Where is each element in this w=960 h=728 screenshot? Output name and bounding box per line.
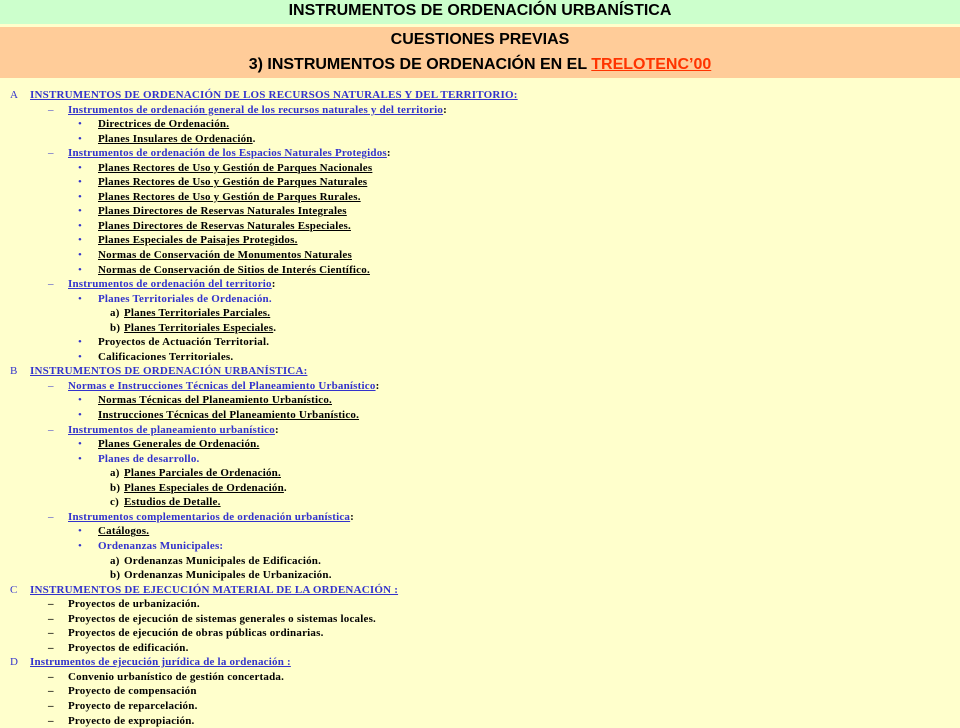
outline-text: Convenio urbanístico de gestión concertada. bbox=[68, 670, 285, 683]
outline-item bbox=[10, 655, 955, 670]
outline-item bbox=[10, 437, 955, 452]
outline-link[interactable]: Normas Técnicas del Planeamiento Urbanístico. bbox=[98, 394, 332, 407]
outline-marker: • bbox=[78, 336, 83, 349]
outline-item bbox=[10, 699, 955, 714]
outline-link[interactable]: Instrumentos de ordenación general de los recursos naturales y del territorio bbox=[68, 103, 444, 116]
trelotenc-link[interactable]: TRELOTENC’00 bbox=[591, 56, 712, 73]
outline-item bbox=[10, 364, 955, 379]
outline-marker: – bbox=[48, 103, 54, 116]
outline-marker: c) bbox=[110, 496, 119, 509]
outline-suffix: : bbox=[375, 379, 380, 392]
outline-item bbox=[10, 626, 955, 641]
outline-item bbox=[10, 670, 955, 685]
outline-marker: a) bbox=[110, 307, 120, 320]
outline-marker: – bbox=[48, 627, 54, 640]
subtitle: CUESTIONES PREVIAS bbox=[0, 27, 960, 52]
outline-link[interactable]: Instrumentos de ejecución jurídica de la ordenación : bbox=[30, 656, 291, 669]
outline-item bbox=[10, 117, 955, 132]
outline-link[interactable]: INSTRUMENTOS DE ORDENACIÓN DE LOS RECURSOS NATURALES Y DEL TERRITORIO: bbox=[30, 89, 518, 101]
outline-marker: – bbox=[48, 147, 54, 160]
outline-text: Proyecto de reparcelación. bbox=[68, 699, 198, 712]
outline-text: Ordenanzas Municipales de Edificación. bbox=[124, 554, 322, 567]
outline-item bbox=[10, 539, 955, 554]
outline-item bbox=[10, 248, 955, 263]
outline-item bbox=[10, 495, 955, 510]
outline-link[interactable]: Estudios de Detalle. bbox=[124, 496, 221, 509]
outline-link[interactable]: Instrumentos de planeamiento urbanístico bbox=[68, 423, 275, 436]
outline-marker: C bbox=[10, 583, 18, 596]
outline-marker: – bbox=[48, 714, 54, 727]
outline-item bbox=[10, 233, 955, 248]
outline-marker: – bbox=[48, 379, 54, 392]
outline-item bbox=[10, 292, 955, 307]
outline-item bbox=[10, 219, 955, 234]
outline-link[interactable]: Planes Rectores de Uso y Gestión de Parques Rurales. bbox=[98, 190, 361, 203]
outline-marker: – bbox=[48, 278, 54, 291]
outline-marker: • bbox=[78, 161, 83, 174]
instruments-outline bbox=[10, 88, 955, 728]
outline-suffix: : bbox=[350, 510, 355, 523]
outline-marker: • bbox=[78, 394, 83, 407]
outline-link[interactable]: Catálogos. bbox=[98, 525, 150, 538]
outline-item bbox=[10, 350, 955, 365]
outline-marker: – bbox=[48, 612, 54, 625]
outline-text: Proyectos de ejecución de obras públicas ordinarias. bbox=[68, 627, 324, 640]
outline-marker: – bbox=[48, 641, 54, 654]
outline-item bbox=[10, 175, 955, 190]
outline-item bbox=[10, 597, 955, 612]
outline-link[interactable]: Planes Directores de Reservas Naturales Especiales. bbox=[98, 219, 351, 232]
outline-item bbox=[10, 554, 955, 569]
outline-marker: b) bbox=[110, 321, 121, 334]
outline-text: Proyectos de Actuación Territorial. bbox=[98, 336, 270, 349]
outline-marker: – bbox=[48, 685, 54, 698]
outline-marker: D bbox=[10, 656, 19, 669]
outline-text: Calificaciones Territoriales. bbox=[98, 350, 234, 363]
outline-text: Proyecto de expropiación. bbox=[68, 714, 195, 727]
section-heading-text: 3) INSTRUMENTOS DE ORDENACIÓN EN EL bbox=[248, 56, 592, 73]
outline-item bbox=[10, 641, 955, 656]
outline-link[interactable]: Instrucciones Técnicas del Planeamiento Urbanístico. bbox=[98, 409, 360, 422]
outline-link[interactable]: INSTRUMENTOS DE ORDENACIÓN URBANÍSTICA: bbox=[30, 365, 308, 378]
outline-marker: • bbox=[78, 292, 83, 305]
outline-marker: • bbox=[78, 118, 83, 131]
outline-marker: • bbox=[78, 176, 83, 189]
outline-marker: – bbox=[48, 598, 54, 611]
outline-suffix: : bbox=[386, 147, 391, 160]
outline-item bbox=[10, 393, 955, 408]
outline-text: Ordenanzas Municipales de Urbanización. bbox=[124, 569, 332, 582]
outline-suffix: . bbox=[273, 321, 277, 334]
outline-marker: • bbox=[78, 350, 83, 363]
outline-item bbox=[10, 88, 955, 103]
outline-text: Proyectos de edificación. bbox=[68, 641, 189, 654]
outline-link[interactable]: Instrumentos de ordenación de los Espacios Naturales Protegidos bbox=[68, 147, 387, 160]
outline-marker: b) bbox=[110, 481, 121, 494]
outline-link[interactable]: Planes Rectores de Uso y Gestión de Parques Nacionales bbox=[98, 161, 373, 174]
outline-item bbox=[10, 408, 955, 423]
outline-item bbox=[10, 379, 955, 394]
outline-marker: A bbox=[10, 89, 19, 101]
outline-item bbox=[10, 481, 955, 496]
main-title: INSTRUMENTOS DE ORDENACIÓN URBANÍSTICA bbox=[0, 0, 960, 24]
outline-suffix: : bbox=[274, 423, 279, 436]
outline-text: Proyectos de ejecución de sistemas generales o sistemas locales. bbox=[68, 612, 377, 625]
outline-link[interactable]: Planes Especiales de Paisajes Protegidos. bbox=[98, 234, 298, 247]
outline-suffix: : bbox=[271, 278, 276, 291]
outline-marker: • bbox=[78, 539, 83, 552]
outline-item bbox=[10, 132, 955, 147]
outline-link[interactable]: Planes Parciales de Ordenación. bbox=[124, 467, 281, 480]
outline-item bbox=[10, 204, 955, 219]
outline-item bbox=[10, 583, 955, 598]
outline-marker: – bbox=[48, 423, 54, 436]
outline-marker: • bbox=[78, 438, 83, 451]
outline-item bbox=[10, 684, 955, 699]
outline-item bbox=[10, 103, 955, 118]
outline-link[interactable]: Instrumentos complementarios de ordenación urbanística bbox=[68, 510, 351, 523]
outline-marker: • bbox=[78, 249, 83, 262]
outline-marker: • bbox=[78, 234, 83, 247]
outline-item bbox=[10, 524, 955, 539]
outline-link[interactable]: Planes Territoriales Especiales bbox=[124, 321, 274, 334]
outline-marker: • bbox=[78, 263, 83, 276]
outline-item bbox=[10, 423, 955, 438]
outline-item bbox=[10, 263, 955, 278]
outline-link[interactable]: Normas de Conservación de Monumentos Naturales bbox=[98, 249, 352, 262]
outline-suffix: . bbox=[283, 481, 287, 494]
outline-item bbox=[10, 321, 955, 336]
outline-suffix: : bbox=[443, 103, 447, 116]
outline-text: Planes de desarrollo. bbox=[98, 452, 200, 465]
outline-item bbox=[10, 466, 955, 481]
outline-marker: • bbox=[78, 190, 83, 203]
outline-link[interactable]: Planes Rectores de Uso y Gestión de Parques Naturales bbox=[98, 176, 368, 189]
outline-suffix: . bbox=[252, 132, 256, 145]
outline-marker: – bbox=[48, 510, 54, 523]
outline-link[interactable]: Normas de Conservación de Sitios de Interés Científico. bbox=[98, 263, 370, 276]
outline-link[interactable]: Planes Generales de Ordenación. bbox=[98, 438, 260, 451]
outline-text: Proyectos de urbanización. bbox=[68, 598, 200, 611]
outline-link[interactable]: Planes Directores de Reservas Naturales Integrales bbox=[98, 205, 347, 218]
outline-link[interactable]: INSTRUMENTOS DE EJECUCIÓN MATERIAL DE LA ORDENACIÓN : bbox=[30, 583, 399, 596]
outline-item bbox=[10, 161, 955, 176]
outline-marker: • bbox=[78, 525, 83, 538]
outline-item bbox=[10, 510, 955, 525]
outline-marker: – bbox=[48, 670, 54, 683]
outline-marker: a) bbox=[110, 467, 120, 480]
outline-text: Proyecto de compensación bbox=[68, 685, 197, 698]
outline-item bbox=[10, 335, 955, 350]
outline-marker: – bbox=[48, 699, 54, 712]
outline-marker: b) bbox=[110, 569, 121, 582]
outline-text: Ordenanzas Municipales: bbox=[98, 539, 224, 552]
outline-marker: • bbox=[78, 452, 83, 465]
outline-link[interactable]: Planes Territoriales Parciales. bbox=[124, 307, 271, 320]
outline-marker: a) bbox=[110, 554, 120, 567]
outline-marker: B bbox=[10, 365, 18, 378]
outline-text: Planes Territoriales de Ordenación. bbox=[98, 292, 272, 305]
outline-marker: • bbox=[78, 205, 83, 218]
outline-marker: • bbox=[78, 132, 83, 145]
outline-link[interactable]: Directrices de Ordenación. bbox=[98, 118, 230, 131]
outline-item bbox=[10, 146, 955, 161]
outline-link[interactable]: Instrumentos de ordenación del territorio bbox=[68, 278, 272, 291]
outline-marker: • bbox=[78, 409, 83, 422]
outline-link[interactable]: Normas e Instrucciones Técnicas del Planeamiento Urbanístico bbox=[68, 379, 376, 392]
outline-link[interactable]: Planes Especiales de Ordenación bbox=[124, 481, 284, 494]
outline-item bbox=[10, 277, 955, 292]
outline-item bbox=[10, 612, 955, 627]
outline-link[interactable]: Planes Insulares de Ordenación bbox=[98, 132, 253, 145]
outline-marker: • bbox=[78, 219, 83, 232]
outline-item bbox=[10, 568, 955, 583]
outline-item bbox=[10, 190, 955, 205]
outline-item bbox=[10, 452, 955, 467]
outline-item bbox=[10, 306, 955, 321]
section-heading bbox=[0, 52, 960, 78]
outline-item bbox=[10, 714, 955, 728]
